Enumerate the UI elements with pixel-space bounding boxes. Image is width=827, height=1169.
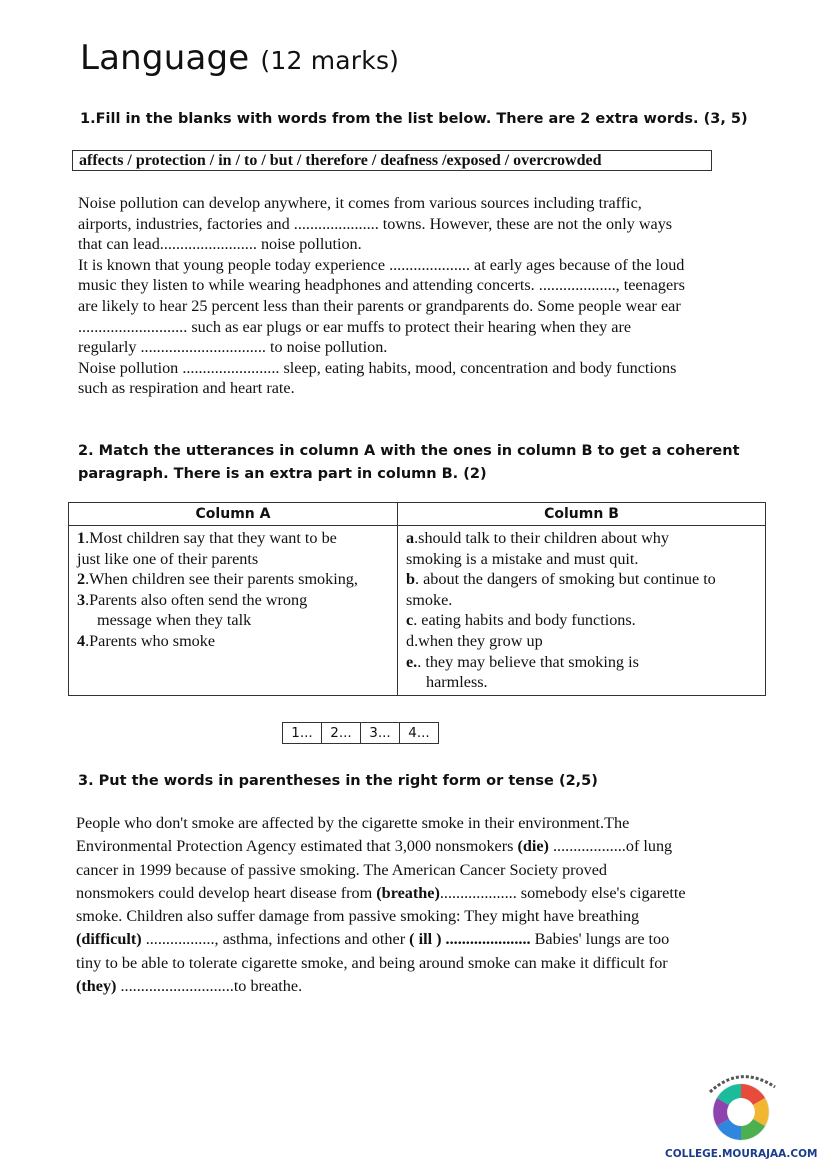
answer-box-1[interactable]: 1... (283, 723, 322, 743)
para-line: are likely to hear 25 percent less than their parents or grandparents do. Some people wear ear (78, 296, 681, 315)
column-b-item: smoke. (406, 590, 453, 609)
section2-heading-line1: 2. Match the utterances in column A with the ones in column B to get a coherent (78, 443, 740, 459)
para-line: Noise pollution ........................ sleep, eating habits, mood, concentration and body functions (78, 358, 677, 377)
answer-box-4[interactable]: 4... (408, 725, 430, 741)
para-line: It is known that young people today experience .................... at early ages because of the loud (78, 255, 685, 274)
site-logo (665, 1062, 818, 1167)
column-b-cell (398, 526, 766, 696)
para-line: airports, industries, factories and ..................... towns. However, these are not the only ways (78, 214, 673, 233)
section2-heading (78, 440, 740, 486)
column-b-item: c. eating habits and body functions. (406, 611, 636, 630)
title-main: Language (80, 38, 250, 78)
column-a-item: 4.Parents who smoke (77, 631, 216, 650)
title-marks: (12 marks) (260, 46, 400, 75)
word-list-box: affects / protection / in / to / but / therefore / deafness /exposed / overcrowded (72, 150, 712, 171)
answer-box-2[interactable]: 2... (322, 723, 361, 743)
matching-table (68, 502, 766, 696)
column-b-header: Column B (398, 503, 766, 526)
section1-paragraph (78, 193, 685, 399)
answer-boxes (282, 722, 439, 744)
section3-heading: 3. Put the words in parentheses in the right form or tense (2,5) (78, 773, 598, 789)
column-b-item: harmless. (426, 673, 488, 692)
column-a-item: 2.When children see their parents smoking, (77, 570, 358, 589)
column-a-header: Column A (69, 503, 398, 526)
para-line: Environmental Protection Agency estimated that 3,000 nonsmokers (die) ..................of lung (76, 837, 673, 856)
column-b-item: smoking is a mistake and must quit. (406, 549, 639, 568)
para-line: cancer in 1999 because of passive smoking. The American Cancer Society proved (76, 860, 608, 879)
para-line: regularly ............................... to noise pollution. (78, 338, 388, 357)
para-line: (difficult) ................., asthma, infections and other ( ill ) ..................... Babies' lungs are too (76, 930, 670, 949)
page-title (80, 38, 399, 78)
answer-box-3[interactable]: 3... (361, 723, 400, 743)
para-line: nonsmokers could develop heart disease from (breathe)................... somebody else's cigarette (76, 883, 686, 902)
logo-ring-icon (665, 1062, 815, 1148)
para-line: Noise pollution can develop anywhere, it comes from various sources including traffic, (78, 194, 642, 212)
para-line: tiny to be able to tolerate cigarette smoke, and being around smoke can make it difficult for (76, 953, 668, 972)
para-line: such as respiration and heart rate. (78, 379, 295, 398)
para-line: (they) ............................to breathe. (76, 977, 303, 996)
column-a-item: just like one of their parents (77, 549, 259, 568)
section2-heading-line2: paragraph. There is an extra part in column B. (2) (78, 466, 487, 482)
para-line: smoke. Children also suffer damage from passive smoking: They might have breathing (76, 907, 640, 926)
para-line: music they listen to while wearing headphones and attending concerts. ..................., teenagers (78, 276, 685, 295)
column-b-item: d.when they grow up (406, 631, 543, 650)
column-a-item: 3.Parents also often send the wrong (77, 590, 308, 609)
column-b-item: a.should talk to their children about why (406, 529, 669, 547)
column-a-item: 1.Most children say that they want to be (77, 529, 337, 547)
column-b-item: b. about the dangers of smoking but continue to (406, 570, 716, 589)
logo-text: COLLEGE.MOURAJAA.COM (665, 1148, 818, 1160)
para-line: People who don't smoke are affected by the cigarette smoke in their environment.The (76, 814, 630, 832)
column-b-item: e.. they may believe that smoking is (406, 652, 639, 671)
column-a-cell (69, 526, 398, 696)
column-a-item: message when they talk (97, 611, 252, 630)
section3-paragraph (76, 812, 686, 998)
para-line: ........................... such as ear plugs or ear muffs to protect their hearing when they are (78, 317, 632, 336)
section1-heading: 1.Fill in the blanks with words from the list below. There are 2 extra words. (3, 5) (80, 111, 748, 127)
para-line: that can lead........................ noise pollution. (78, 235, 362, 254)
